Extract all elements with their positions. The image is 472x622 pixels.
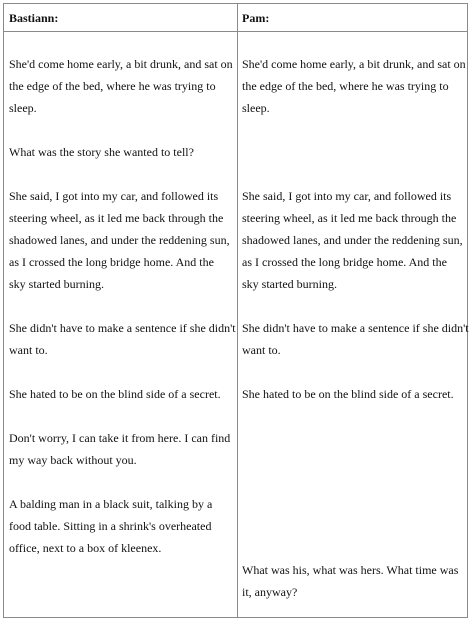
text-line: shadowed lanes, and under the reddening sun, bbox=[242, 233, 463, 247]
right-paragraph-5 bbox=[242, 559, 458, 603]
text-line: my way back without you. bbox=[9, 453, 137, 467]
left-paragraph-4 bbox=[9, 317, 236, 361]
text-line: She said, I got into my car, and followed its bbox=[9, 189, 219, 203]
header-bastiann: Bastiann: bbox=[9, 11, 59, 25]
document-table bbox=[3, 3, 468, 618]
text-line: She said, I got into my car, and followed its bbox=[242, 189, 452, 203]
text-line: She'd come home early, a bit drunk, and sat on bbox=[9, 57, 233, 71]
text-line: steering wheel, as it led me back through the bbox=[9, 211, 224, 225]
header-divider bbox=[4, 31, 467, 32]
right-paragraph-4 bbox=[242, 383, 454, 405]
left-paragraph-2 bbox=[9, 141, 194, 163]
text-line: She didn't have to make a sentence if she didn't bbox=[242, 321, 469, 335]
text-line: want to. bbox=[9, 343, 48, 357]
text-line: What was the story she wanted to tell? bbox=[9, 145, 194, 159]
text-line: office, next to a box of kleenex. bbox=[9, 541, 162, 555]
text-line: sleep. bbox=[9, 101, 37, 115]
left-paragraph-7 bbox=[9, 493, 212, 559]
text-line: sleep. bbox=[242, 101, 270, 115]
text-line: sky started burning. bbox=[242, 277, 337, 291]
left-paragraph-5 bbox=[9, 383, 221, 405]
left-paragraph-1 bbox=[9, 53, 233, 119]
text-line: shadowed lanes, and under the reddening sun, bbox=[9, 233, 230, 247]
text-line: She didn't have to make a sentence if she didn't bbox=[9, 321, 236, 335]
text-line: as I crossed the long bridge home. And the bbox=[9, 255, 214, 269]
text-line: want to. bbox=[242, 343, 281, 357]
text-line: A balding man in a black suit, talking by a bbox=[9, 497, 213, 511]
right-paragraph-3 bbox=[242, 317, 469, 361]
text-line: food table. Sitting in a shrink's overheated bbox=[9, 519, 212, 533]
text-line: What was his, what was hers. What time was bbox=[242, 563, 459, 577]
text-line: She'd come home early, a bit drunk, and sat on bbox=[242, 57, 466, 71]
left-paragraph-6 bbox=[9, 427, 230, 471]
text-line: the edge of the bed, where he was trying to bbox=[242, 79, 449, 93]
right-paragraph-1 bbox=[242, 53, 466, 119]
text-line: Don't worry, I can take it from here. I can find bbox=[9, 431, 231, 445]
text-line: She hated to be on the blind side of a secret. bbox=[9, 387, 221, 401]
text-line: She hated to be on the blind side of a secret. bbox=[242, 387, 454, 401]
column-divider bbox=[237, 4, 238, 617]
right-paragraph-2 bbox=[242, 185, 463, 295]
text-line: steering wheel, as it led me back through the bbox=[242, 211, 457, 225]
text-line: sky started burning. bbox=[9, 277, 104, 291]
left-paragraph-3 bbox=[9, 185, 230, 295]
text-line: it, anyway? bbox=[242, 585, 298, 599]
header-pam: Pam: bbox=[242, 11, 270, 25]
text-line: as I crossed the long bridge home. And the bbox=[242, 255, 447, 269]
text-line: the edge of the bed, where he was trying to bbox=[9, 79, 216, 93]
